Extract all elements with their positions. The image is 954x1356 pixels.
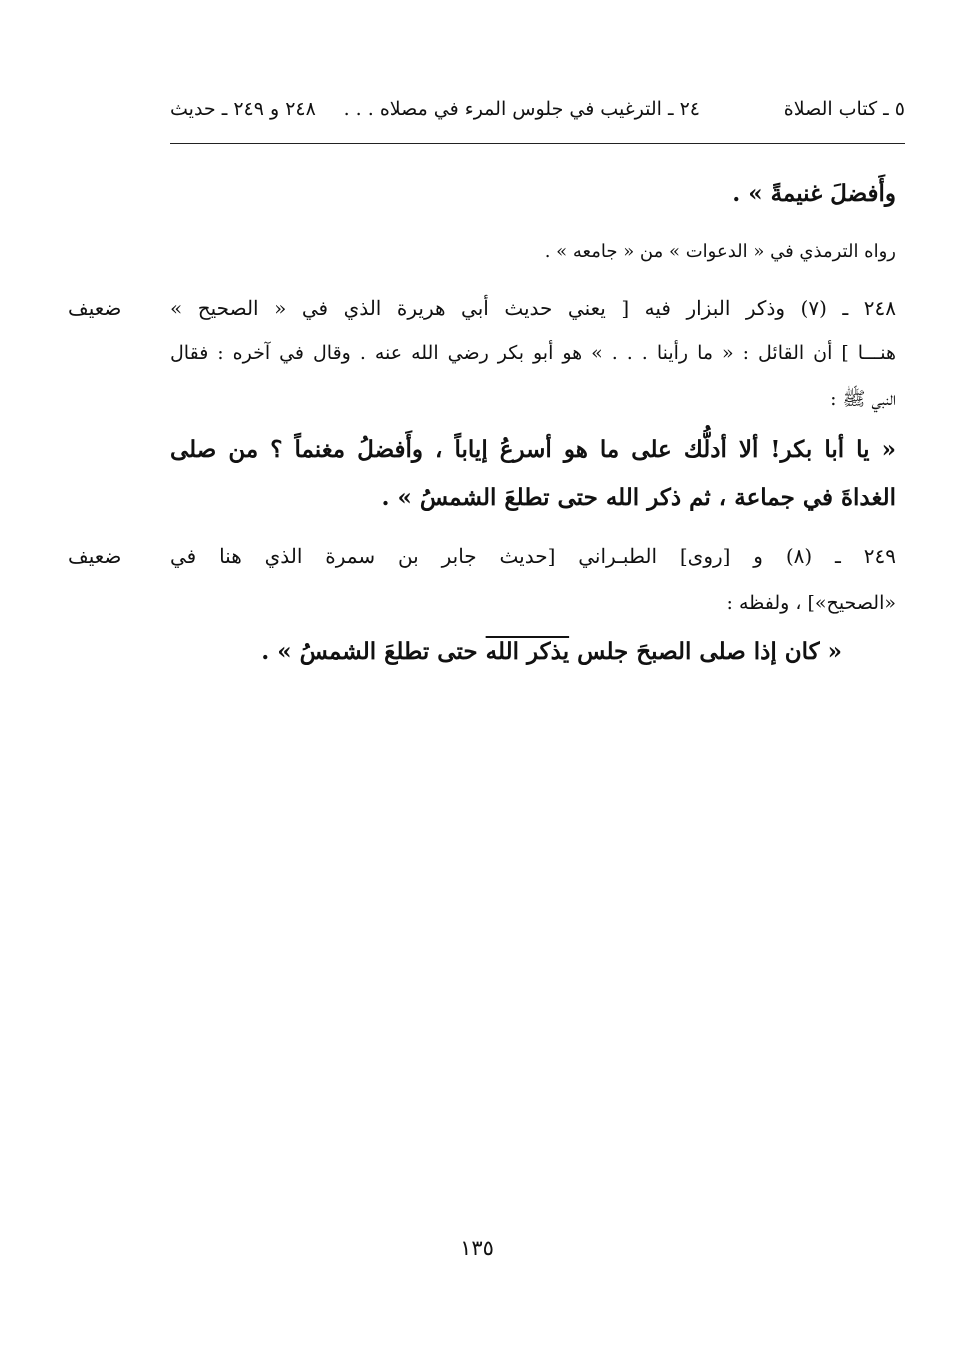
header-section: ٢٤ ـ الترغيب في جلوس المرء في مصلاه . . . xyxy=(343,98,700,120)
hadith-248-quote-1: « يا أبا بكر! ألا أدلُّك على ما هو أسرعُ إياباً ، وأَفضلُ مغنماً ؟ من صلى xyxy=(170,436,896,463)
header-rule xyxy=(170,143,905,144)
hadith-248-grade: ضعيف xyxy=(68,296,122,320)
intro-source: رواه الترمذي في « الدعوات » من « جامعه » . xyxy=(544,241,896,262)
hadith-249-quote-part-b: يذكر الله xyxy=(485,638,570,665)
page-number: ١٣٥ xyxy=(460,1236,494,1260)
hadith-248-quote-2: الغداةَ في جماعة ، ثم ذكر الله حتى تطلعَ الشمسُ » . xyxy=(381,484,896,511)
hadith-249-grade: ضعيف xyxy=(68,544,122,568)
hadith-248-line-3: النبي ﷺ : xyxy=(830,388,896,410)
hadith-248-line-1: ٢٤٨ ـ (٧) وذكر البزار فيه [ يعني حديث أبي هريرة الذي في « الصحيح » xyxy=(170,296,896,320)
intro-quote-end: وأَفضلَ غنيمةً » . xyxy=(732,180,896,207)
hadith-249-line-1: ٢٤٩ ـ (٨) و [روى] الطبـراني [حديث جابر بن سمرة الذي هنا في xyxy=(170,544,896,568)
header-chapter: ٥ ـ كتاب الصلاة xyxy=(783,98,905,120)
header-hadith-range: ٢٤٨ و ٢٤٩ ـ حديث xyxy=(170,98,316,120)
hadith-249-quote-part-a: « كان إذا صلى الصبحَ جلس xyxy=(569,638,842,665)
hadith-248-line-2: هنـــا ] أن القائل : « ما رأينا . . . » هو أبو بكر رضي الله عنه . وقال في آخره : فقال xyxy=(170,342,896,364)
hadith-249-quote xyxy=(261,638,842,666)
hadith-249-quote-part-c: حتى تطلعَ الشمسُ » . xyxy=(261,638,486,665)
hadith-249-line-2: «الصحيح»] ، ولفظه : xyxy=(726,592,896,614)
running-header xyxy=(170,90,905,130)
